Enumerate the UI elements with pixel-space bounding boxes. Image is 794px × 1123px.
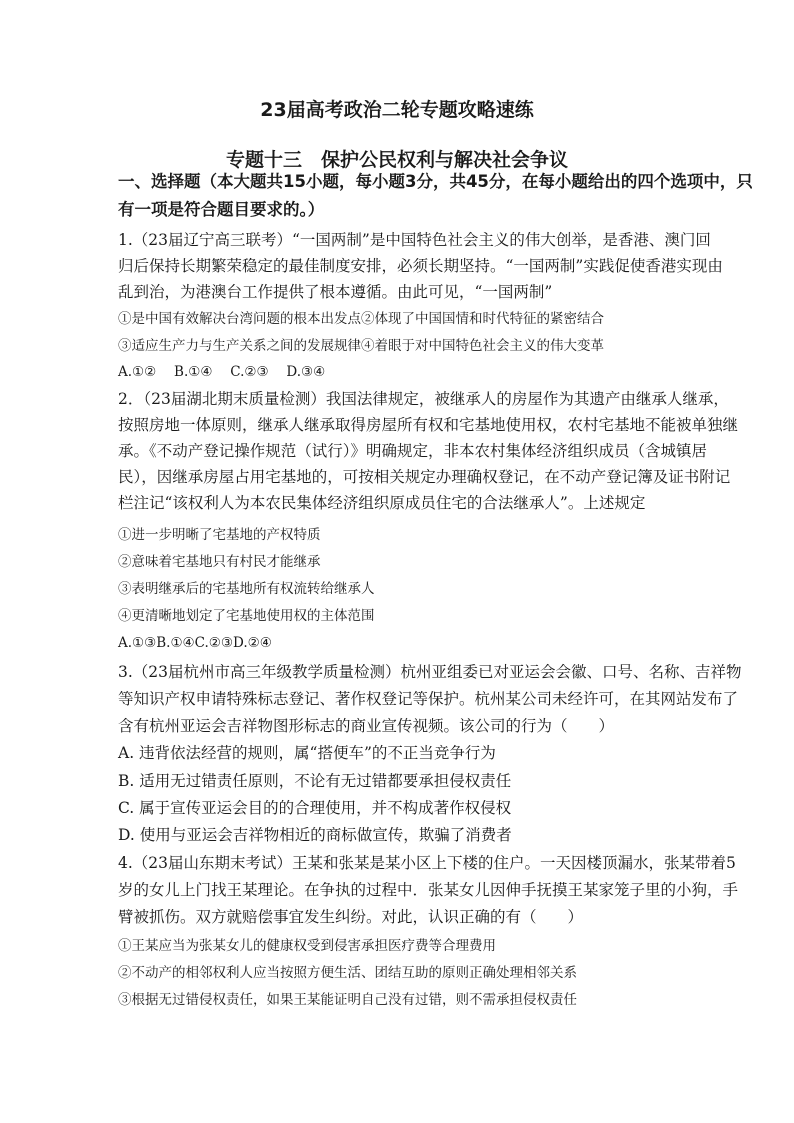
q2-stem-line-4: 民），因继承房屋占用宅基地的，可按相关规定办理确权登记，在不动产登记簿及证书附记 <box>118 468 731 486</box>
q2-item-3: ③表明继承后的宅基地所有权流转给继承人 <box>118 581 375 597</box>
q2-options: A.①③B.①④C.②③D.②④ <box>118 635 272 651</box>
q4-stem-line-1: 4.（23届山东期末考试）王某和张某是某小区上下楼的住户。一天因楼顶漏水，张某带着5 <box>118 854 736 872</box>
q1-item-line-1: ①是中国有效解决台湾问题的根本出发点②体现了中国国情和时代特征的紧密结合 <box>118 311 604 327</box>
q2-stem-line-3: 承。《不动产登记操作规范（试行）》明确规定，非本农村集体经济组织成员（含城镇居 <box>118 442 708 460</box>
q3-stem-line-3: 含有杭州亚运会吉祥物图形标志的商业宣传视频。该公司的行为（ ） <box>118 717 615 735</box>
section-heading-line-1: 一、选择题（本大题共15小题，每小题3分，共45分，在每小题给出的四个选项中，只 <box>118 172 753 191</box>
q1-options: A.①② B.①④ C.②③ D.③④ <box>118 364 326 380</box>
q1-stem-line-1: 1.（23届辽宁高三联考）“一国两制”是中国特色社会主义的伟大创举，是香港、澳门回 <box>118 231 711 249</box>
q3-option-c: C. 属于宣传亚运会目的的合理使用，并不构成著作权侵权 <box>118 799 512 817</box>
q2-stem-line-5: 栏注记“该权利人为本农民集体经济组织原成员住宅的合法继承人”。上述规定 <box>118 494 646 512</box>
q3-stem-line-1: 3.（23届杭州市高三年级教学质量检测）杭州亚组委已对亚运会会徽、口号、名称、吉祥物 <box>118 663 742 681</box>
q3-option-a: A. 违背依法经营的规则，属“搭便车”的不正当竞争行为 <box>118 744 496 762</box>
q3-option-d: D. 使用与亚运会吉祥物相近的商标做宣传，欺骗了消费者 <box>118 826 512 844</box>
q4-item-1: ①王某应当为张某女儿的健康权受到侵害承担医疗费等合理费用 <box>118 938 496 954</box>
q2-item-4: ④更清晰地划定了宅基地使用权的主体范围 <box>118 608 375 624</box>
q1-stem-line-2: 归后保持长期繁荣稳定的最佳制度安排，必须长期坚持。“一国两制”实践促使香港实现由 <box>118 257 723 275</box>
topic-subtitle: 专题十三 保护公民权利与解决社会争议 <box>225 149 568 171</box>
q2-stem-line-2: 按照房地一体原则，继承人继承取得房屋所有权和宅基地使用权，农村宅基地不能被单独继 <box>118 416 739 434</box>
q2-stem-line-1: 2．（23届湖北期末质量检测）我国法律规定，被继承人的房屋作为其遗产由继承人继承， <box>118 390 729 408</box>
q2-item-2: ②意味着宅基地只有村民才能继承 <box>118 554 321 570</box>
document-title: 23届高考政治二轮专题攻略速练 <box>260 99 534 121</box>
q3-option-b: B. 适用无过错责任原则，不论有无过错都要承担侵权责任 <box>118 772 512 790</box>
q2-item-1: ①进一步明晰了宅基地的产权特质 <box>118 527 321 543</box>
q3-stem-line-2: 等知识产权申请特殊标志登记、著作权登记等保护。杭州某公司未经许可，在其网站发布了 <box>118 690 739 708</box>
q4-stem-line-3: 臂被抓伤。双方就赔偿事宜发生纠纷。对此，认识正确的有（ ） <box>118 908 584 926</box>
section-heading-line-2: 有一项是符合题目要求的。） <box>118 200 325 219</box>
q4-item-3: ③根据无过错侵权责任，如果王某能证明自己没有过错，则不需承担侵权责任 <box>118 992 577 1008</box>
q1-item-line-2: ③适应生产力与生产关系之间的发展规律④着眼于对中国特色社会主义的伟大变革 <box>118 338 604 354</box>
q4-item-2: ②不动产的相邻权利人应当按照方便生活、团结互助的原则正确处理相邻关系 <box>118 965 577 981</box>
q4-stem-line-2: 岁的女儿上门找王某理论。在争执的过程中．张某女儿因伸手抚摸王某家笼子里的小狗，手 <box>118 881 739 899</box>
q1-stem-line-3: 乱到治，为港澳台工作提供了根本遵循。由此可见，“一国两制” <box>118 283 553 301</box>
